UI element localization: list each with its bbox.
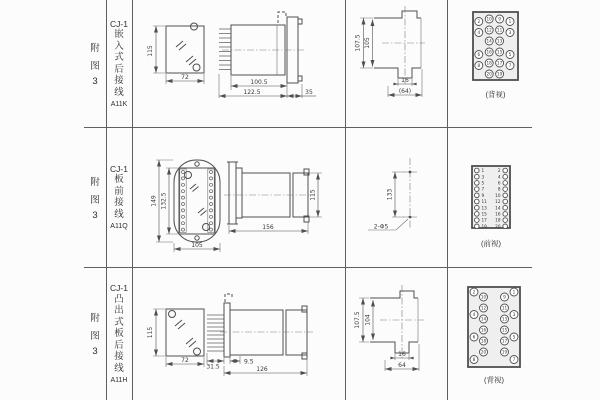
terminal-pin-number: 8 — [477, 63, 481, 69]
dim-panel-width: 72 — [181, 357, 189, 365]
mounting-char: 入 — [114, 40, 124, 52]
dim-gap: 9.5 — [244, 358, 254, 366]
terminal-pin-number: 19 — [496, 71, 503, 77]
mounting-char: 接 — [114, 197, 124, 209]
latch-hook-dashed — [225, 294, 232, 302]
terminal-pin-number: 2 — [497, 168, 501, 174]
terminal-pin-number: 20 — [486, 71, 492, 77]
terminal-pin-number: 9 — [498, 16, 501, 22]
figure-label-row2 — [84, 127, 106, 267]
mounting-char: 板 — [114, 174, 124, 186]
terminal-pin-number: 6 — [477, 52, 481, 58]
terminal-pin-number: 13 — [501, 316, 508, 322]
terminal-pin-number: 12 — [480, 305, 487, 311]
terminal-pin-number: 3 — [508, 30, 512, 36]
model-code: A11Q — [110, 223, 128, 231]
terminal-pin-number: 9 — [503, 294, 506, 300]
dim-cutout-outer: 107.5 — [354, 34, 362, 52]
figure-label-char: 图 — [90, 331, 100, 342]
terminal-pin-number: 1 — [512, 289, 516, 295]
mounting-char: 线 — [114, 208, 124, 220]
model-name: CJ-1 — [110, 163, 128, 174]
dim-hole-spacing: 133 — [386, 188, 394, 201]
screw-slot-marks — [190, 184, 207, 216]
mounting-char: 后 — [114, 339, 124, 351]
type-label-row3 — [106, 267, 132, 400]
terminal-pin-number: 13 — [481, 205, 487, 211]
model-code: A11H — [110, 377, 128, 384]
dim-overall-length: 156 — [262, 224, 274, 232]
terminal-pin-number: 7 — [512, 357, 516, 363]
mounting-char: 线 — [114, 86, 124, 98]
mounting-char: 接 — [114, 351, 124, 362]
terminal-pin-number: 2 — [472, 289, 476, 295]
mounting-char: 嵌 — [114, 29, 124, 41]
model-name: CJ-1 — [110, 18, 128, 29]
terminal-pin-number: 8 — [497, 186, 501, 192]
terminal-pin-number: 14 — [480, 316, 487, 322]
dim-plate-outer-height: 149 — [150, 195, 158, 207]
terminal-pin-number: 14 — [495, 205, 501, 211]
row1-side-view — [219, 12, 316, 98]
dim-plate-width: 105 — [191, 242, 203, 250]
latch-hook-dashed — [278, 12, 286, 23]
figure-label-row1 — [84, 0, 106, 127]
model-name: CJ-1 — [110, 283, 128, 293]
terminal-pin-number: 6 — [497, 180, 501, 186]
terminal-pin-number: 13 — [496, 38, 503, 44]
terminal-pin-number: 3 — [481, 174, 485, 180]
dim-body-length: 100.5 — [250, 79, 268, 86]
mounting-char: 式 — [114, 316, 124, 328]
terminal-pin-number: 7 — [508, 63, 512, 69]
terminal-pin-number: 4 — [472, 312, 476, 318]
terminal-pin-number: 12 — [495, 199, 501, 205]
mounting-char: 线 — [114, 362, 124, 374]
row1-cutout-drawing — [345, 0, 447, 127]
terminal-pin-number: 18 — [480, 338, 487, 344]
terminal-pin-number: 17 — [501, 338, 508, 344]
row3-main-drawing — [132, 267, 345, 400]
terminal-pin-number: 11 — [496, 27, 503, 33]
mounting-char: 出 — [114, 305, 124, 316]
row3-panel-front-view — [147, 309, 204, 367]
terminal-pin-number: 6 — [472, 334, 476, 340]
view-caption: (背视) — [484, 375, 504, 385]
view-caption: (背视) — [485, 90, 506, 99]
dim-body-height: 115 — [309, 189, 317, 201]
dim-overall-length: 122.5 — [243, 89, 261, 97]
terminal-pin-number: 18 — [486, 60, 492, 66]
terminal-pin-number: 10 — [480, 294, 487, 300]
terminal-pin-number: 15 — [496, 49, 503, 55]
terminal-pin-number: 7 — [481, 186, 485, 192]
dim-flange-depth: 35 — [305, 89, 313, 96]
row3-side-view — [206, 294, 313, 376]
terminal-pin-number: 16 — [495, 211, 501, 217]
mounting-char: 凸 — [114, 293, 124, 305]
terminal-pin-number: 4 — [497, 174, 501, 180]
figure-label-char: 3 — [92, 346, 98, 357]
row2-holes-drawing — [345, 127, 447, 267]
figure-label-row3 — [84, 267, 106, 400]
figure-label-char: 3 — [92, 209, 98, 221]
terminal-pins-comb — [219, 29, 231, 70]
row3-cutout-drawing — [345, 267, 447, 400]
terminal-pin-number: 11 — [501, 305, 508, 311]
type-label-row1 — [106, 0, 132, 127]
terminal-pin-number: 17 — [496, 60, 503, 66]
row2-terminal-view — [447, 127, 600, 267]
terminal-pin-number: 16 — [480, 327, 487, 333]
terminal-pins-comb — [207, 315, 224, 351]
row1-main-drawing — [132, 0, 345, 127]
terminal-pin-number: 2 — [477, 19, 481, 25]
dim-cutout-width: (64) — [398, 88, 412, 96]
mounting-char: 板 — [114, 328, 124, 339]
row2-plate-front-view — [151, 160, 221, 252]
mounting-char: 后 — [114, 63, 124, 75]
terminal-pin-number: 20 — [495, 223, 501, 229]
view-caption: (前视) — [481, 239, 501, 248]
terminal-pin-number: 14 — [486, 38, 492, 44]
terminal-pin-number: 16 — [486, 49, 492, 55]
terminal-pin-number: 15 — [501, 327, 508, 333]
dim-cutout-inner: 105 — [364, 37, 371, 49]
figure-label-char: 图 — [90, 61, 100, 72]
terminal-pin-number: 3 — [512, 312, 516, 318]
terminal-pin-number: 1 — [481, 168, 485, 174]
type-label-row2 — [106, 127, 132, 267]
dim-cutout-width: 64 — [398, 362, 406, 370]
figure-label-char: 3 — [92, 76, 98, 87]
terminal-pin-number: 12 — [486, 27, 492, 33]
terminal-pin-number: 4 — [477, 30, 481, 36]
figure-label-char: 图 — [90, 194, 100, 206]
figure-label-char: 附 — [90, 313, 100, 324]
terminal-pin-number: 5 — [512, 334, 516, 340]
row2-side-view — [224, 162, 322, 234]
terminal-pin-number: 17 — [481, 217, 487, 223]
terminal-pin-number: 1 — [508, 19, 512, 25]
screw-slot-marks — [175, 320, 196, 347]
terminal-pin-number: 19 — [501, 349, 508, 355]
terminal-pin-number: 18 — [495, 217, 501, 223]
dim-cutout-slot: 16 — [401, 77, 409, 84]
terminal-pin-number: 5 — [508, 52, 512, 58]
dim-panel-height: 115 — [147, 326, 154, 339]
model-code: A11K — [110, 101, 128, 109]
terminal-pin-number: 20 — [480, 349, 487, 355]
dim-pin-length: 31.5 — [206, 363, 220, 371]
row3-terminal-view — [447, 267, 600, 400]
dim-cutout-inner: 104 — [364, 314, 372, 326]
figure-label-char: 附 — [90, 43, 100, 54]
terminal-pin-number: 9 — [481, 192, 485, 198]
figure-label-char: 附 — [90, 176, 100, 188]
dim-panel-height: 115 — [147, 45, 154, 57]
terminal-pin-number: 15 — [481, 211, 487, 217]
dim-plate-inner-height: 132.5 — [160, 192, 168, 210]
terminal-pin-number: 8 — [472, 357, 476, 363]
mounting-char: 式 — [114, 52, 124, 64]
terminal-pin-number: 11 — [481, 199, 487, 205]
dim-cutout-slot: 16 — [398, 351, 406, 358]
terminal-pin-number: 10 — [495, 192, 501, 198]
mounting-char: 前 — [114, 185, 124, 197]
dim-cutout-outer: 107.5 — [354, 311, 361, 329]
hole-spec-label: 2-Φ5 — [373, 223, 389, 231]
dim-panel-width: 72 — [181, 74, 189, 81]
row1-panel-front-view — [147, 23, 204, 84]
terminal-pin-number: 19 — [481, 223, 487, 229]
terminal-pin-number: 5 — [481, 180, 485, 186]
row2-main-drawing — [132, 127, 345, 267]
screw-slot-marks — [176, 41, 196, 65]
dim-overall-length: 126 — [256, 366, 268, 374]
terminal-pin-number: 10 — [486, 16, 492, 22]
row1-terminal-view — [447, 0, 600, 127]
mounting-char: 接 — [114, 75, 124, 87]
